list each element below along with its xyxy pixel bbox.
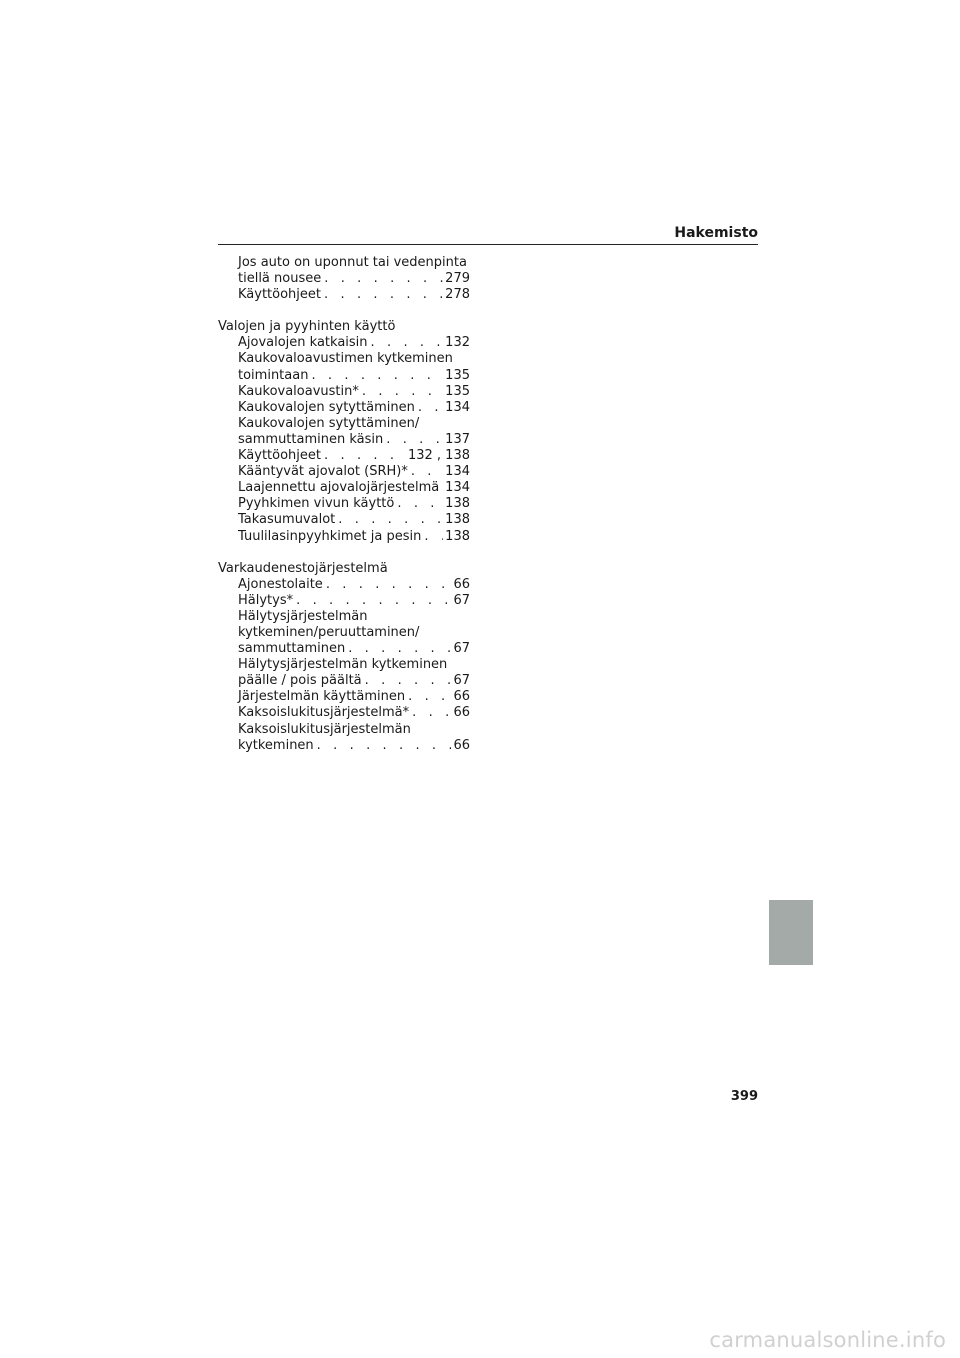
index-entry-page-ref: 67 xyxy=(453,592,470,608)
dot-leader xyxy=(371,335,444,351)
index-entry xyxy=(218,351,470,383)
index-entry xyxy=(218,593,470,609)
index-entry xyxy=(218,448,470,464)
index-entry-label: toimintaan xyxy=(238,367,309,383)
index-entry-line xyxy=(238,689,470,705)
index-entry xyxy=(218,722,470,754)
index-entry-page-ref: 135 xyxy=(445,367,470,383)
dot-leader xyxy=(338,512,443,528)
index-entry xyxy=(218,529,470,545)
index-entry-line xyxy=(238,480,470,496)
index-entry-label: tiellä nousee xyxy=(238,271,322,287)
index-entry-label: kytkeminen xyxy=(238,737,314,753)
index-entry-page-ref: 67 xyxy=(453,673,470,689)
index-entry-line xyxy=(238,464,470,480)
header-divider xyxy=(218,244,758,245)
index-entry-line xyxy=(238,496,470,512)
index-entry-label: sammuttaminen xyxy=(238,641,346,657)
index-entry-line xyxy=(238,384,470,400)
index-entry-page-ref: 138 xyxy=(445,512,470,528)
index-entry-label: Hälytys* xyxy=(238,592,294,608)
index-entry-line xyxy=(238,577,470,593)
index-entry xyxy=(218,335,470,351)
index-entry-page-ref: 66 xyxy=(453,705,470,721)
dot-leader xyxy=(324,448,406,464)
dot-leader xyxy=(442,480,443,496)
index-entry xyxy=(218,464,470,480)
index-entry-label: Kaukovalojen sytyttäminen xyxy=(238,399,415,415)
index-entry-text-line: Jos auto on uponnut tai vedenpinta xyxy=(238,255,467,270)
dot-leader xyxy=(411,464,443,480)
index-entry xyxy=(218,400,470,416)
dot-leader xyxy=(296,593,451,609)
dot-leader xyxy=(397,496,443,512)
index-entry-page-ref: 138 xyxy=(445,528,470,544)
index-section-heading: Varkaudenestojärjestelmä xyxy=(218,560,388,576)
dot-leader xyxy=(365,673,452,689)
index-entry-page-ref: 279 xyxy=(445,271,470,287)
index-entry-label: Ajovalojen katkaisin xyxy=(238,335,368,351)
index-entry-page-ref: 66 xyxy=(453,689,470,705)
index-entry-line xyxy=(238,705,470,721)
index-entry-line xyxy=(238,641,470,657)
index-entry-line xyxy=(238,432,470,448)
index-entry xyxy=(218,689,470,705)
index-entry-label: Pyyhkimen vivun käyttö xyxy=(238,496,395,512)
dot-leader xyxy=(317,738,452,754)
index-entry-line xyxy=(238,400,470,416)
index-entry-label: Ajonestolaite xyxy=(238,576,323,592)
chapter-thumb-tab xyxy=(769,900,813,965)
index-entry-page-ref: 135 xyxy=(445,383,470,399)
index-entry-page-ref: 134 xyxy=(445,464,470,480)
index-entry-page-ref: 134 xyxy=(445,480,470,496)
dot-leader xyxy=(326,577,452,593)
dot-leader xyxy=(324,287,443,303)
index-entry xyxy=(218,384,470,400)
index-section xyxy=(218,561,470,754)
index-entry xyxy=(218,496,470,512)
index-entry-line xyxy=(238,271,470,287)
dot-leader xyxy=(412,705,451,721)
page-number: 399 xyxy=(730,1089,758,1104)
dot-leader xyxy=(408,689,451,705)
index-entry xyxy=(218,255,470,287)
index-entry-line xyxy=(238,335,470,351)
index-entry-page-ref: 134 xyxy=(445,399,470,415)
index-entry-line xyxy=(238,673,470,689)
index-entry xyxy=(218,577,470,593)
index-entry-text-line: Kaksoislukitusjärjestelmän xyxy=(238,721,411,737)
index-list xyxy=(218,255,470,770)
dot-leader xyxy=(324,271,443,287)
dot-leader xyxy=(362,384,443,400)
dot-leader xyxy=(424,529,443,545)
index-entry-label: Kaksoislukitusjärjestelmä* xyxy=(238,705,410,721)
index-entry-page-ref: 138 xyxy=(445,496,470,512)
index-entry-label: Järjestelmän käyttäminen xyxy=(238,689,406,705)
dot-leader xyxy=(418,400,443,416)
index-entry-line xyxy=(238,368,470,384)
dot-leader xyxy=(386,432,443,448)
index-entry-page-ref: 66 xyxy=(453,737,470,753)
index-entry xyxy=(218,512,470,528)
index-entry-page-ref: 132 xyxy=(445,335,470,351)
index-entry-label: Kaukovaloavustin* xyxy=(238,383,359,399)
index-entry-line xyxy=(238,448,470,464)
running-header-title: Hakemisto xyxy=(674,225,758,241)
index-entry-label: päälle / pois päältä xyxy=(238,673,362,689)
index-entry-line xyxy=(238,512,470,528)
index-entry xyxy=(218,657,470,689)
index-entry-text-line: Hälytysjärjestelmän xyxy=(238,608,368,624)
index-entry xyxy=(218,480,470,496)
dot-leader xyxy=(311,368,443,384)
index-section xyxy=(218,319,470,544)
index-entry-page-ref: 278 xyxy=(445,287,470,303)
index-entry-label: Käyttöohjeet xyxy=(238,448,322,464)
index-entry-label: Käyttöohjeet xyxy=(238,287,322,303)
watermark-text: carmanualsonline.info xyxy=(709,1328,946,1352)
index-entry-text-line: Kaukovalojen sytyttäminen/ xyxy=(238,415,420,431)
index-entry-label: sammuttaminen käsin xyxy=(238,431,384,447)
index-section-heading: Valojen ja pyyhinten käyttö xyxy=(218,319,396,335)
index-entry xyxy=(218,705,470,721)
index-entry-page-ref: 67 xyxy=(453,641,470,657)
index-entry-page-ref: 66 xyxy=(453,576,470,592)
index-entry-page-ref: 137 xyxy=(445,431,470,447)
index-entry-line xyxy=(238,287,470,303)
index-entry-label: Takasumuvalot xyxy=(238,512,336,528)
index-entry-label: Tuulilasinpyyhkimet ja pesin xyxy=(238,528,422,544)
index-entry-text-line: Kaukovaloavustimen kytkeminen xyxy=(238,351,453,367)
dot-leader xyxy=(348,641,451,657)
index-entry-line xyxy=(238,738,470,754)
index-entry-text-line: Hälytysjärjestelmän kytkeminen xyxy=(238,657,448,673)
index-entry xyxy=(218,609,470,657)
index-entry-label: Laajennettu ajovalojärjestelmä xyxy=(238,480,440,496)
index-entry-label: Kääntyvät ajovalot (SRH)* xyxy=(238,464,408,480)
index-entry-line xyxy=(238,529,470,545)
index-entry-page-ref: 132 , 138 xyxy=(407,448,470,464)
index-entry-text-line: kytkeminen/peruuttaminen/ xyxy=(238,624,420,640)
index-entry xyxy=(218,416,470,448)
index-entry-line xyxy=(238,593,470,609)
index-entry xyxy=(218,287,470,303)
index-section xyxy=(218,255,470,303)
